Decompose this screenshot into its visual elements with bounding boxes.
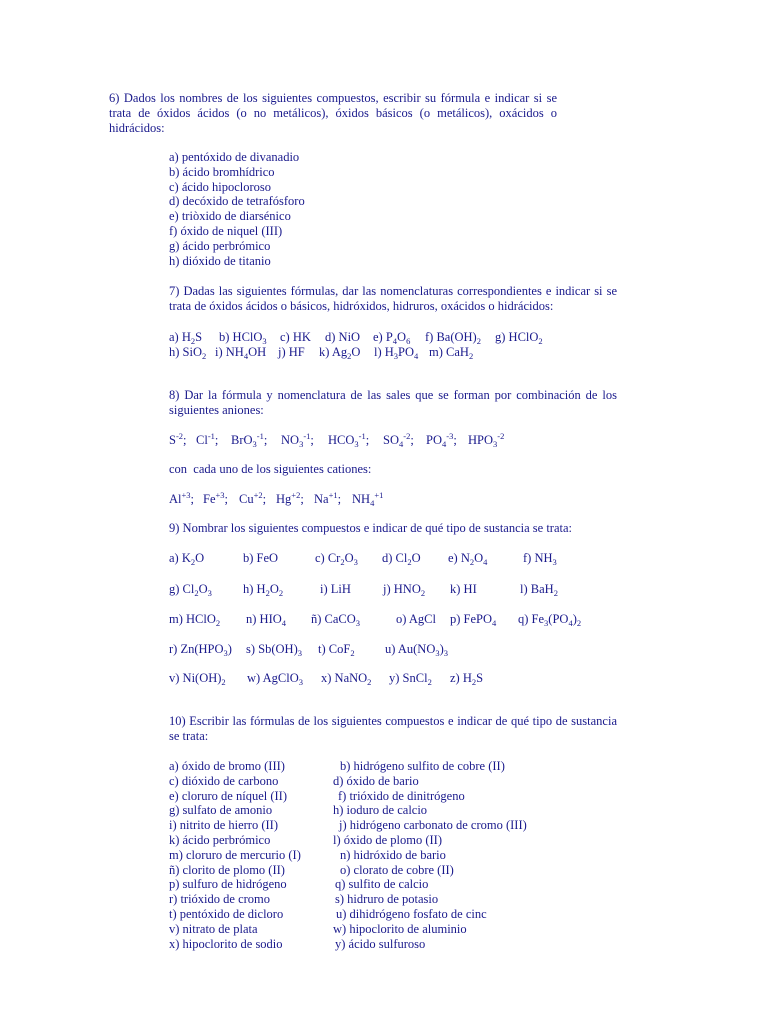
cation: $Al^{+3}$; (169, 490, 195, 506)
list-item: b) ácido bromhídrico (169, 164, 275, 179)
list-item: w) hipoclorito de aluminio (333, 921, 467, 936)
list-item: r) trióxido de cromo (169, 892, 271, 907)
compound: n) $HIO_4$ (246, 612, 287, 628)
list-item: h) dióxido de titanio (169, 253, 271, 268)
list-item: s) hidruro de potasio (335, 892, 439, 907)
list-item: j) hidrógeno carbonato de cromo (III) (339, 818, 527, 833)
anion-list (169, 431, 505, 449)
formula-f: f) $Ba(OH)_2$ (425, 330, 481, 346)
formula-m: m) CaH$_2$ (429, 345, 474, 361)
anion: $HPO_3^{-2}$ (468, 431, 505, 449)
compound: j) $HNO_2$ (383, 582, 426, 598)
cation: $NH_4^{+1}$ (352, 490, 384, 508)
list-item: g) ácido perbrómico (169, 238, 271, 253)
formula-row (169, 330, 543, 346)
list-item: d) óxido de bario (333, 773, 419, 788)
anion: BrO$_3^{-1}$; (231, 431, 268, 449)
list-item: ñ) clorito de plomo (II) (169, 862, 285, 877)
question-7-text: 7) Dadas las siguientes fórmulas, dar las nomenclaturas correspondientes e indicar si se trata de óxidos ácidos o básicos, hidróxidos, hidruros, oxácidos o hidrácidos: (169, 284, 617, 313)
question-6-text: 6) Dados los nombres de los siguientes compuestos, escribir su fórmula e indicar si se trata de óxidos ácidos (o no metálicos), óxidos básicos (o metálicos), oxácidos o hidrácidos: (109, 91, 557, 135)
list-item: t) pentóxido de dicloro (169, 906, 284, 921)
compound: a) $K_2O$ (169, 551, 205, 567)
question-9-text: 9) Nombrar los siguientes compuestos e indicar de qué tipo de sustancia se trata: (169, 521, 573, 535)
compound: z) $H_2S$ (450, 671, 484, 687)
list-item: x) hipoclorito de sodio (169, 936, 283, 951)
compound: w) AgClO$_3$ (247, 671, 303, 687)
list-item: g) sulfato de amonio (169, 803, 273, 818)
list-item: i) nitrito de hierro (II) (169, 818, 278, 833)
question-10-text: 10) Escribir las fórmulas de los siguientes compuestos e indicar de qué tipo de sustancia se trata: (169, 714, 617, 743)
compound: t) CoF$_2$ (318, 642, 355, 658)
compound: v) $Ni(OH)_2$ (169, 671, 226, 687)
anion: $NO_3^{-1}$; (281, 431, 314, 449)
compound: b) FeO (243, 551, 279, 565)
formula-g: g) HClO$_2$ (495, 330, 543, 346)
compound: f) $NH_3$ (523, 551, 557, 567)
cation-list (169, 490, 384, 508)
cation: $Fe^{+3}$; (203, 490, 229, 506)
list-item: k) ácido perbrómico (169, 832, 271, 847)
formula-a: a) $H_2S$ (169, 330, 203, 346)
list-item: l) óxido de plomo (II) (333, 832, 443, 847)
compound: ñ) CaCO$_3$ (311, 612, 361, 628)
anion: $S^{-2}$; (169, 431, 187, 447)
cation: $Na^{+1}$; (314, 490, 342, 506)
list-item: q) sulfito de calcio (335, 877, 429, 892)
formula-j: j) HF (278, 345, 305, 359)
formula-row (169, 345, 474, 361)
formula-b: b) HClO$_3$ (219, 330, 267, 346)
list-item: v) nitrato de plata (169, 921, 258, 936)
compound: s) $Sb(OH)_3$ (246, 642, 302, 658)
formula-e: e) $P_4O_6$ (373, 330, 411, 346)
anion: $HCO_3^{-1}$; (328, 431, 370, 449)
compound: q) $Fe_3(PO_4)_2$ (518, 612, 582, 628)
compound: c) $Cr_2O_3$ (315, 551, 358, 567)
question-10-right-list (333, 759, 527, 951)
compound: y) SnCl$_2$ (389, 671, 432, 687)
compound: k) HI (450, 582, 477, 596)
list-item: c) dióxido de carbono (169, 773, 279, 788)
compound: m) HClO$_2$ (169, 612, 221, 628)
list-item: p) sulfuro de hidrógeno (169, 877, 287, 892)
list-item: c) ácido hipocloroso (169, 179, 272, 194)
list-item: m) cloruro de mercurio (I) (169, 847, 301, 862)
cation: $Hg^{+2}$; (276, 490, 304, 506)
list-item: h) ioduro de calcio (333, 803, 428, 818)
formula-i: i) $NH_4OH$ (215, 345, 267, 361)
list-item: d) decóxido de tetrafósforo (169, 194, 305, 209)
compound: h) $H_2O_2$ (243, 582, 284, 598)
compound: l) BaH$_2$ (520, 582, 558, 598)
anion: $PO_4^{-3}$; (426, 431, 457, 449)
compound: e) $N_2O_4$ (448, 551, 488, 567)
cation: $Cu^{+2}$; (239, 490, 267, 506)
question-8-text: 8) Dar la fórmula y nomenclatura de las sales que se forman por combinación de los siguientes aniones: (169, 388, 617, 417)
formula-d: d) NiO (325, 330, 361, 344)
formula-h: h) SiO$_2$ (169, 345, 207, 361)
question-10-left-list (169, 759, 301, 951)
list-item: a) óxido de bromo (III) (169, 759, 285, 773)
formula-k: k) $Ag_2O$ (319, 345, 361, 361)
formula-l: l) $H_3PO_4$ (374, 345, 419, 361)
list-item: a) pentóxido de divanadio (169, 150, 300, 164)
list-item: y) ácido sulfuroso (335, 936, 426, 951)
list-item: n) hidróxido de bario (340, 847, 446, 862)
anion: $Cl^{-1}$; (196, 431, 219, 447)
compound: i) LiH (320, 582, 351, 596)
compound: p) FePO$_4$ (450, 612, 497, 628)
list-item: o) clorato de cobre (II) (340, 862, 454, 877)
anion: $SO_4^{-2}$; (383, 431, 414, 449)
list-item: u) dihidrógeno fosfato de cinc (336, 906, 487, 921)
compound: r) $Zn(HPO_3)$ (169, 642, 232, 658)
list-item: f) óxido de niquel (III) (169, 223, 283, 238)
list-item: b) hidrógeno sulfito de cobre (II) (340, 759, 505, 773)
question-6-list (169, 150, 305, 268)
list-item: f) trióxido de dinitrógeno (338, 788, 465, 803)
compound: g) $Cl_2O_3$ (169, 582, 212, 598)
cations-intro: con cada uno de los siguientes cationes: (169, 462, 372, 476)
compound: u) $Au(NO_3)_3$ (385, 642, 449, 658)
compound: x) NaNO$_2$ (321, 671, 372, 687)
compound: d) $Cl_2O$ (382, 551, 421, 567)
list-item: e) cloruro de níquel (II) (169, 788, 287, 803)
list-item: e) triòxido de diarsénico (169, 209, 291, 224)
formula-c: c) HK (280, 330, 311, 344)
compound: o) AgCl (396, 612, 436, 626)
